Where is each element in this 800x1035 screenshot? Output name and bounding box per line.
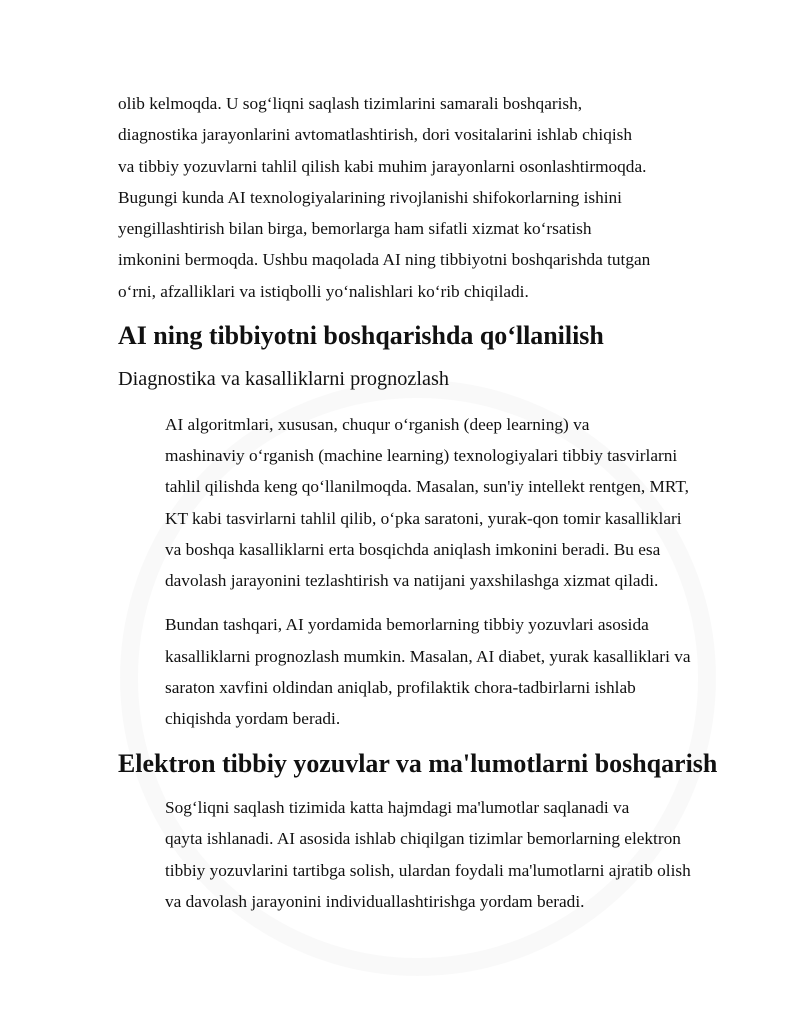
text-line: diagnostika jarayonlarini avtomatlashtirish, dori vositalarini ishlab chiqish [118,125,633,145]
text-line: yengillashtirish bilan birga, bemorlarga ham sifatli xizmat ko‘rsatish [118,219,592,239]
body-paragraph [118,409,688,597]
text-line: va tibbiy yozuvlarni tahlil qilish kabi muhim jarayonlarni osonlashtirmoqda. [118,156,647,176]
text-line: Bugungi kunda AI texnologiyalarining rivojlanishi shifokorlarning ishini [118,187,622,207]
document-body [118,88,718,917]
text-line: mashinaviy o‘rganish (machine learning) texnologiyalari tibbiy tasvirlarni [165,445,678,465]
text-line: Sog‘liqni saqlash tizimida katta hajmdagi ma'lumotlar saqlanadi va [165,797,630,817]
section-heading [118,320,688,351]
section-subheading [118,364,688,395]
body-paragraph [118,88,688,307]
text-line: kasalliklarni prognozlash mumkin. Masalan, AI diabet, yurak kasalliklari va [165,646,691,666]
text-line: o‘rni, afzalliklari va istiqbolli yo‘nalishlari ko‘rib chiqiladi. [118,281,529,301]
text-line: tibbiy yozuvlarini tartibga solish, ulardan foydali ma'lumotlarni ajratib olish [165,860,691,880]
text-line: va boshqa kasalliklarni erta bosqichda aniqlash imkonini beradi. Bu esa [165,539,661,559]
text-line: AI ning tibbiyotni boshqarishda qo‘llanilish [118,321,604,351]
text-line: saraton xavfini oldindan aniqlab, profilaktik chora-tadbirlarni ishlab [165,678,636,698]
text-line: tahlil qilishda keng qo‘llanilmoqda. Masalan, sun'iy intellekt rentgen, MRT, [165,477,689,497]
text-line: olib kelmoqda. U sog‘liqni saqlash tizimlarini samarali boshqarish, [118,94,583,113]
text-line: Elektron tibbiy yozuvlar va ma'lumotlarni boshqarish [118,748,718,778]
section-heading [118,748,718,779]
text-line: AI algoritmlari, xususan, chuqur o‘rganish (deep learning) va [165,414,590,434]
body-paragraph [118,609,691,734]
text-line: davolash jarayonini tezlashtirish va natijani yaxshilashga xizmat qiladi. [165,571,659,591]
body-paragraph [118,792,691,917]
text-line: va davolash jarayonini individuallashtirishga yordam beradi. [165,891,585,911]
text-line: Bundan tashqari, AI yordamida bemorlarning tibbiy yozuvlari asosida [165,615,649,635]
text-line: qayta ishlanadi. AI asosida ishlab chiqilgan tizimlar bemorlarning elektron [165,829,681,849]
text-line: KT kabi tasvirlarni tahlil qilib, o‘pka saratoni, yurak-qon tomir kasalliklari [165,508,682,528]
text-line: imkonini bermoqda. Ushbu maqolada AI ning tibbiyotni boshqarishda tutgan [118,250,651,270]
text-line: Diagnostika va kasalliklarni prognozlash [118,368,449,391]
text-line: chiqishda yordam beradi. [165,709,341,729]
